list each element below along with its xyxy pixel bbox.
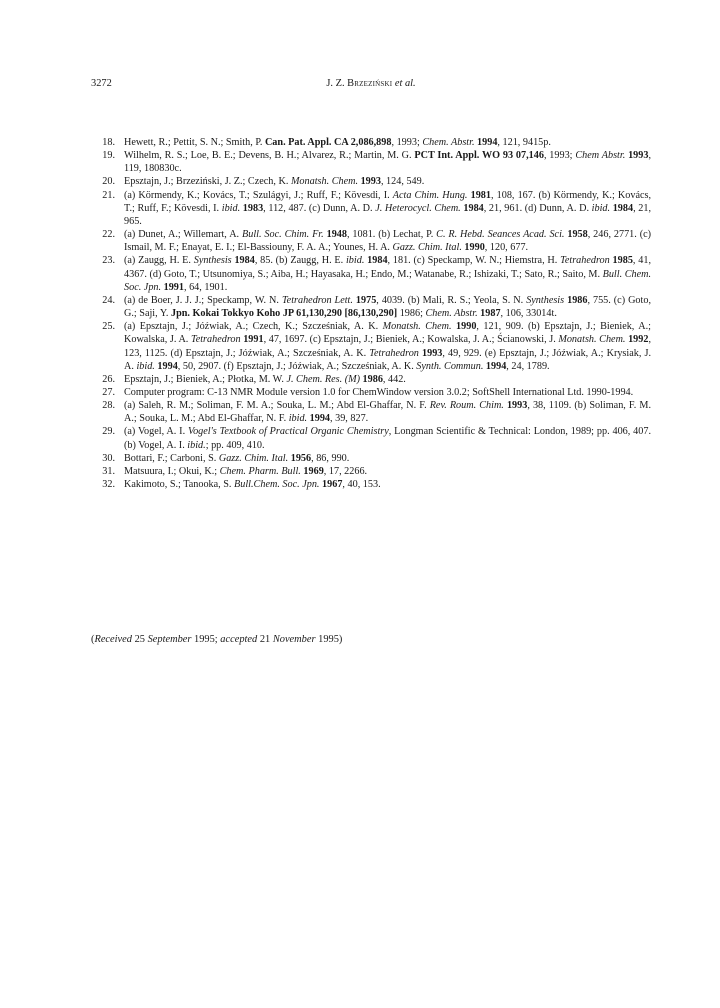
reference-italic-segment: Chem. Pharm. Bull. xyxy=(219,465,301,477)
reference-segment: Wilhelm, R. S.; Loe, B. E.; Devens, B. H.; Alvarez, R.; Martin, M. G. xyxy=(124,150,415,162)
reference-italic-segment: ibid. xyxy=(221,202,241,214)
reference-item xyxy=(91,228,651,254)
reference-italic-segment: Synth. Commun. xyxy=(416,360,484,372)
reference-segment: (a) Körmendy, K.; Kovács, T.; Szulágyi, J.; Ruff, F.; Kövesdi, I. xyxy=(124,189,393,201)
reference-segment: , 1993; xyxy=(391,137,423,148)
reference-segment: (a) Epsztajn, J.; Jóźwiak, A.; Czech, K.; Szcześniak, A. K. xyxy=(124,321,383,333)
reference-bold-segment: 1993 xyxy=(506,400,528,412)
reference-segment: , 38, 1109. (b) Soliman, F. M. A.; Souka, L. M.; Abd El-Ghaffar, N. F. xyxy=(124,400,651,425)
reference-segment: , 120, 677. xyxy=(484,242,529,254)
reference-segment: Matsuura, I.; Okui, K.; xyxy=(124,465,220,477)
running-head-initials: J. Z. xyxy=(326,78,348,89)
reference-bold-segment: 1956 xyxy=(290,452,312,464)
running-head-surname: Brzeziński xyxy=(347,78,393,89)
reference-bold-segment: 1991 xyxy=(243,334,264,346)
running-head-etal: et al. xyxy=(392,78,416,89)
reference-italic-segment: ibid. xyxy=(288,413,308,425)
reference-bold-segment: 1987 xyxy=(480,308,501,320)
reference-bold-segment: 1984 xyxy=(234,255,255,267)
reference-italic-segment: Tetrahedron xyxy=(190,334,241,346)
reference-item xyxy=(91,373,651,386)
reference-item xyxy=(91,189,651,228)
reference-italic-segment: Tetrahedron xyxy=(560,255,610,267)
reference-item xyxy=(91,175,651,188)
reference-italic-segment: Chem. Abstr. xyxy=(422,137,475,148)
reference-text xyxy=(124,190,651,227)
reference-item xyxy=(91,452,651,465)
reference-bold-segment: 1993 xyxy=(628,150,649,162)
reference-bold-segment: 1985 xyxy=(612,255,633,267)
running-head-author xyxy=(91,78,651,89)
reference-segment: , 47, 1697. (c) Epsztajn, J.; Bieniek, A.; Kowalska, J. A.; Ścianowski, J. xyxy=(263,334,559,346)
reference-segment: Bottari, F.; Carboni, S. xyxy=(124,452,219,464)
reference-segment: (a) Dunet, A.; Willemart, A. xyxy=(124,229,242,241)
reference-italic-segment: Bull. Chem. Soc. Jpn. xyxy=(124,268,652,293)
reference-bold-segment: 1994 xyxy=(477,137,498,148)
reference-bold-segment: 1991 xyxy=(163,281,184,293)
reference-number: 29. xyxy=(102,426,115,438)
reference-segment: , 4039. (b) Mali, R. S.; Yeola, S. N. xyxy=(376,294,527,306)
reference-segment: (a) Saleh, R. M.; Soliman, F. M. A.; Souka, L. M.; Abd El-Ghaffar, N. F. xyxy=(124,400,430,412)
reference-segment: , 112, 487. (c) Dunn, A. D. xyxy=(263,202,376,214)
reference-italic-segment: Chem Abstr. xyxy=(575,150,626,162)
reference-segment: , 119, 180830c. xyxy=(124,150,651,175)
reference-italic-segment: Tetrahedron xyxy=(369,347,419,359)
reference-italic-segment: Synthesis xyxy=(526,294,565,306)
reference-text xyxy=(124,374,406,385)
reference-segment: , 121, 9415p. xyxy=(497,137,551,148)
reference-bold-segment: 1994 xyxy=(485,360,507,372)
reference-segment: , 123, 1125. (d) Epsztajn, J.; Jóźwiak, A.; Szcześniak, A. K. xyxy=(124,334,651,359)
received-segment: 21 xyxy=(257,634,273,645)
reference-italic-segment: Monatsh. Chem. xyxy=(382,321,452,333)
reference-segment: ; pp. 409, 410. xyxy=(205,439,265,451)
reference-segment: , Longman Scientific & Technical: London, 1989; pp. 406, 407. (b) Vogel, A. I. xyxy=(124,426,651,451)
reference-number: 24. xyxy=(102,294,115,306)
reference-item xyxy=(91,399,651,425)
reference-text xyxy=(124,137,551,148)
reference-text xyxy=(124,150,651,174)
reference-text xyxy=(124,295,651,319)
reference-italic-segment: Tetrahedron Lett. xyxy=(281,294,353,306)
received-italic-segment: Received xyxy=(94,634,132,645)
reference-italic-segment: Gazz. Chim. Ital. xyxy=(392,242,462,254)
reference-segment: (a) Vogel, A. I. xyxy=(124,426,188,438)
reference-number: 26. xyxy=(102,373,115,385)
reference-italic-segment: J. Heterocycl. Chem. xyxy=(375,202,461,214)
reference-italic-segment: Monatsh. Chem. xyxy=(290,176,359,188)
reference-bold-segment: 1969 xyxy=(303,465,324,477)
received-segment: 1995) xyxy=(315,634,343,645)
received-line xyxy=(91,634,342,645)
reference-segment: , 1993; xyxy=(543,150,576,162)
reference-number: 31. xyxy=(102,465,115,477)
reference-segment: , 50, 2907. (f) Epsztajn, J.; Jóźwiak, A.; Szcześniak, A. K. xyxy=(177,360,417,372)
reference-segment: , 49, 929. (e) Epsztajn, J.; Jóźwiak, A.; Krysiak, J. A. xyxy=(124,347,651,372)
received-segment: 1995; xyxy=(191,634,221,645)
reference-text xyxy=(124,229,651,253)
reference-item xyxy=(91,425,651,451)
reference-italic-segment: C. R. Hebd. Seances Acad. Sci. xyxy=(436,229,565,241)
reference-segment: , 39, 827. xyxy=(330,413,369,425)
reference-bold-segment: 1975 xyxy=(355,294,377,306)
reference-text xyxy=(124,321,651,371)
reference-number: 19. xyxy=(102,150,115,162)
reference-segment: , 17, 2266. xyxy=(323,465,368,477)
reference-number: 27. xyxy=(102,386,115,398)
reference-number: 32. xyxy=(102,479,115,491)
reference-bold-segment: Jpn. Kokai Tokkyo Koho JP 61,130,290 [86,130,290] xyxy=(170,308,398,320)
reference-segment: Kakimoto, S.; Tanooka, S. xyxy=(124,479,235,491)
reference-bold-segment: 1967 xyxy=(322,479,343,491)
reference-segment: (a) de Boer, J. J. J.; Speckamp, W. N. xyxy=(124,294,282,306)
reference-bold-segment: 1993 xyxy=(422,347,443,359)
reference-bold-segment: 1984 xyxy=(367,255,388,267)
reference-bold-segment: 1986 xyxy=(567,294,588,306)
reference-italic-segment: Acta Chim. Hung. xyxy=(392,189,468,201)
reference-segment: , 1081. (b) Lechat, P. xyxy=(346,229,437,241)
reference-bold-segment: 1948 xyxy=(326,229,347,241)
reference-item xyxy=(91,149,651,175)
received-italic-segment: November xyxy=(272,634,316,645)
reference-segment: , 106, 33014t. xyxy=(500,308,557,320)
reference-italic-segment: J. Chem. Res. (M) xyxy=(286,373,360,385)
reference-bold-segment: 1958 xyxy=(567,229,588,241)
reference-italic-segment: ibid. xyxy=(187,439,206,451)
reference-segment: , 181. (c) Speckamp, W. N.; Hiemstra, H. xyxy=(387,255,561,267)
reference-segment: , 64, 1901. xyxy=(183,281,228,293)
reference-number: 28. xyxy=(102,400,115,412)
reference-bold-segment: 1990 xyxy=(456,321,477,333)
reference-item xyxy=(91,478,651,491)
reference-segment: , 24, 1789. xyxy=(506,360,550,372)
reference-list xyxy=(91,136,651,491)
reference-text xyxy=(124,400,651,424)
reference-bold-segment: 1990 xyxy=(464,242,485,254)
reference-segment: , 246, 2771. (c) Ismail, M. F.; Enayat, E. I.; El-Bassiouny, F. A. A.; Younes, H. A. xyxy=(124,229,652,254)
reference-bold-segment: 1992 xyxy=(628,334,649,346)
reference-number: 23. xyxy=(102,255,115,267)
reference-text xyxy=(124,466,367,477)
reference-segment: , 41, 4367. (d) Goto, T.; Utsunomiya, S.; Aiba, H.; Hayasaka, H.; Endo, M.; Watanabe, R.; Ishizaki, T.; Sato, R.; Saito, M. xyxy=(124,255,651,280)
reference-segment: Epsztajn, J.; Brzeziński, J. Z.; Czech, K. xyxy=(124,176,291,188)
reference-item xyxy=(91,320,651,373)
reference-bold-segment: 1981 xyxy=(470,189,491,201)
reference-bold-segment: 1984 xyxy=(463,202,484,214)
reference-item xyxy=(91,386,651,399)
reference-number: 18. xyxy=(102,137,115,148)
reference-segment: Epsztajn, J.; Bieniek, A.; Płotka, M. W. xyxy=(124,373,287,385)
received-italic-segment: accepted xyxy=(220,634,258,645)
reference-italic-segment: Bull. Soc. Chim. Fr. xyxy=(242,229,324,241)
reference-bold-segment: 1994 xyxy=(309,413,331,425)
reference-bold-segment: 1984 xyxy=(612,202,634,214)
reference-bold-segment: Can. Pat. Appl. CA 2,086,898 xyxy=(264,137,392,148)
reference-number: 20. xyxy=(102,176,115,188)
reference-bold-segment: 1986 xyxy=(362,373,383,385)
reference-number: 30. xyxy=(102,452,115,464)
reference-bold-segment: PCT Int. Appl. WO 93 07,146 xyxy=(414,150,544,162)
reference-bold-segment: 1983 xyxy=(242,202,264,214)
reference-text xyxy=(124,387,633,398)
reference-text xyxy=(124,255,651,292)
reference-segment: , 40, 153. xyxy=(342,479,381,491)
reference-segment: , 755. (c) Goto, G.; Saji, Y. xyxy=(124,294,651,320)
reference-segment: Computer program: C-13 NMR Module version 1.0 for ChemWindow version 3.0.2; SoftShell International Ltd. 1990-1994. xyxy=(124,386,634,398)
received-italic-segment: September xyxy=(147,634,192,645)
reference-segment: 1986; xyxy=(397,308,426,320)
reference-number: 21. xyxy=(102,189,115,201)
reference-italic-segment: Chem. Abstr. xyxy=(425,308,478,320)
reference-segment: , 86, 990. xyxy=(311,452,350,464)
reference-item xyxy=(91,254,651,293)
reference-segment: , 121, 909. (b) Epsztajn, J.; Bieniek, A.; Kowalska, J. A. xyxy=(124,321,651,346)
running-header xyxy=(91,78,651,94)
reference-segment: (a) Zaugg, H. E. xyxy=(124,255,194,267)
reference-segment: , 21, 961. (d) Dunn, A. D. xyxy=(483,202,592,214)
reference-italic-segment: Monatsh. Chem. xyxy=(558,334,626,346)
reference-text xyxy=(124,479,381,490)
reference-text xyxy=(124,426,651,450)
reference-text xyxy=(124,176,424,187)
reference-bold-segment: 1993 xyxy=(360,176,381,188)
reference-item xyxy=(91,136,651,149)
reference-segment: , 124, 549. xyxy=(380,176,425,188)
reference-text xyxy=(124,453,349,464)
reference-item xyxy=(91,294,651,320)
reference-italic-segment: Gazz. Chim. Ital. xyxy=(218,452,289,464)
reference-segment: , 21, 965. xyxy=(124,202,651,227)
reference-segment: Hewett, R.; Pettit, S. N.; Smith, P. xyxy=(124,137,265,148)
reference-number: 25. xyxy=(102,321,115,333)
received-segment: 25 xyxy=(131,634,148,645)
reference-italic-segment: Bull.Chem. Soc. Jpn. xyxy=(234,479,320,491)
reference-italic-segment: ibid. xyxy=(591,202,611,214)
reference-italic-segment: Rev. Roum. Chim. xyxy=(429,400,504,412)
reference-italic-segment: ibid. xyxy=(345,255,365,267)
reference-italic-segment: Synthesis xyxy=(193,255,232,267)
received-segment: ( xyxy=(91,634,95,645)
reference-item xyxy=(91,465,651,478)
reference-italic-segment: Vogel's Textbook of Practical Organic Chemistry xyxy=(187,426,389,438)
reference-segment: , 85. (b) Zaugg, H. E. xyxy=(254,255,346,267)
reference-number: 22. xyxy=(102,229,115,241)
reference-segment: , 442. xyxy=(382,373,406,385)
reference-bold-segment: 1994 xyxy=(157,360,178,372)
reference-italic-segment: ibid. xyxy=(136,360,155,372)
page-number: 3272 xyxy=(91,78,112,89)
reference-segment: , 108, 167. (b) Körmendy, K.; Kovács, T.; Ruff, F.; Kövesdi, I. xyxy=(124,189,652,214)
